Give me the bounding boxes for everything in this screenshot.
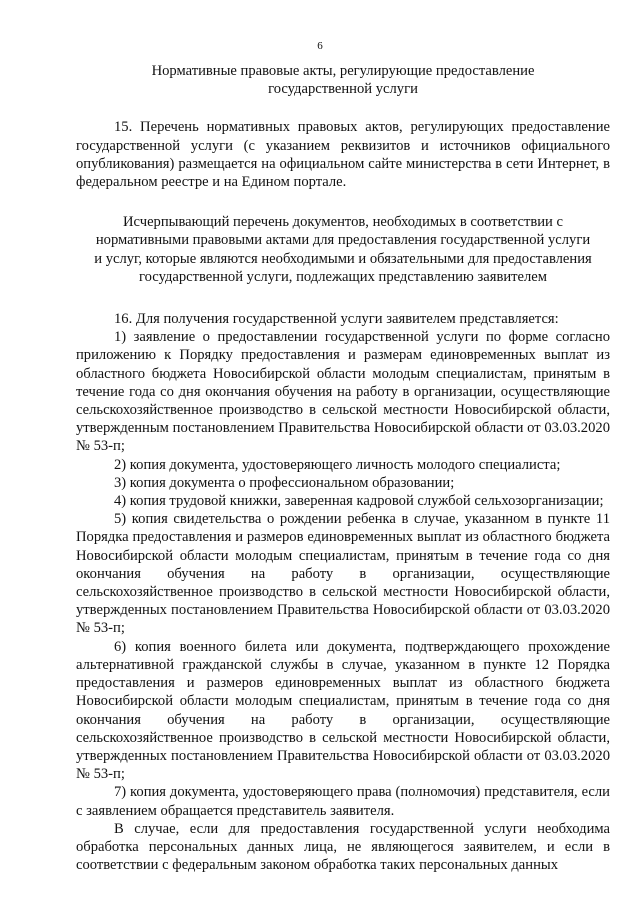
paragraph-15: 15. Перечень нормативных правовых актов, регулирующих предоставление государственной услуги (с указанием реквизитов и источников официального опубликования) размещается на официальном сайте министерства в сети Интернет, в федеральном реестре и на Едином портале.: [76, 119, 610, 191]
list-item-4: 4) копия трудовой книжки, заверенная кадровой службой сельхозорганизации;: [114, 493, 604, 510]
list-item-3: 3) копия документа о профессиональном образовании;: [114, 474, 455, 491]
list-item-7: 7) копия документа, удостоверяющего права (полномочия) представителя, если с заявлением обращается представитель заявителя.: [76, 784, 610, 819]
list-item-5: 5) копия свидетельства о рождении ребенка в случае, указанном в пункте 11 Порядка предоставления и размеров единовременных выплат из областного бюджета Новосибирской области молодым специалистам, принятым в течение года со дня окончания обучения на работу в организации, осуществляющие сельскохозяйственное производство в сельской местности Новосибирской области, утвержденных постановлением Правительства Новосибирской области от 03.03.2020 № 53-п;: [76, 511, 610, 637]
list-item-6: 6) копия военного билета или документа, подтверждающего прохождение альтернативной гражданской службы в случае, указанном в пункте 12 Порядка предоставления и размеров единовременных выплат из областного бюджета Новосибирской области молодым специалистам, принятым в течение года со дня окончания обучения на работу в организации, осуществляющие сельскохозяйственное производство в сельской местности Новосибирской области, утвержденных постановлением Правительства Новосибирской области от 03.03.2020 № 53-п;: [76, 638, 610, 783]
list-item-1: 1) заявление о предоставлении государственной услуги по форме согласно приложению к Порядку предоставления и размерам единовременных выплат из областного бюджета Новосибирской области молодым специалистам, принятым в течение года со дня окончания обучения на работу в организации, осуществляющие сельскохозяйственное производство в сельской местности Новосибирской области, утвержденным постановлением Правительства Новосибирской области от 03.03.2020 № 53-п;: [76, 329, 610, 455]
closing-paragraph: В случае, если для предоставления государственной услуги необходима обработка персональных данных лица, не являющегося заявителем, и если в соответствии с федеральным законом обработка таких персональных данных: [76, 820, 610, 874]
paragraph-16-intro: 16. Для получения государственной услуги заявителем представляется:: [114, 311, 559, 328]
section-heading-documents: Исчерпывающий перечень документов, необходимых в соответствии с нормативными правовыми актами для предоставления государственной услуги и услуг, которые являются необходимыми и обязательными для предоставления государственной услуги, подлежащих представлению заявителем: [94, 214, 592, 285]
page-number: 6: [317, 40, 323, 52]
list-item-2: 2) копия документа, удостоверяющего личность молодого специалиста;: [114, 456, 561, 473]
document-body: [76, 62, 610, 874]
section-heading-legal-acts: Нормативные правовые акты, регулирующие предоставление государственной услуги: [151, 63, 535, 98]
